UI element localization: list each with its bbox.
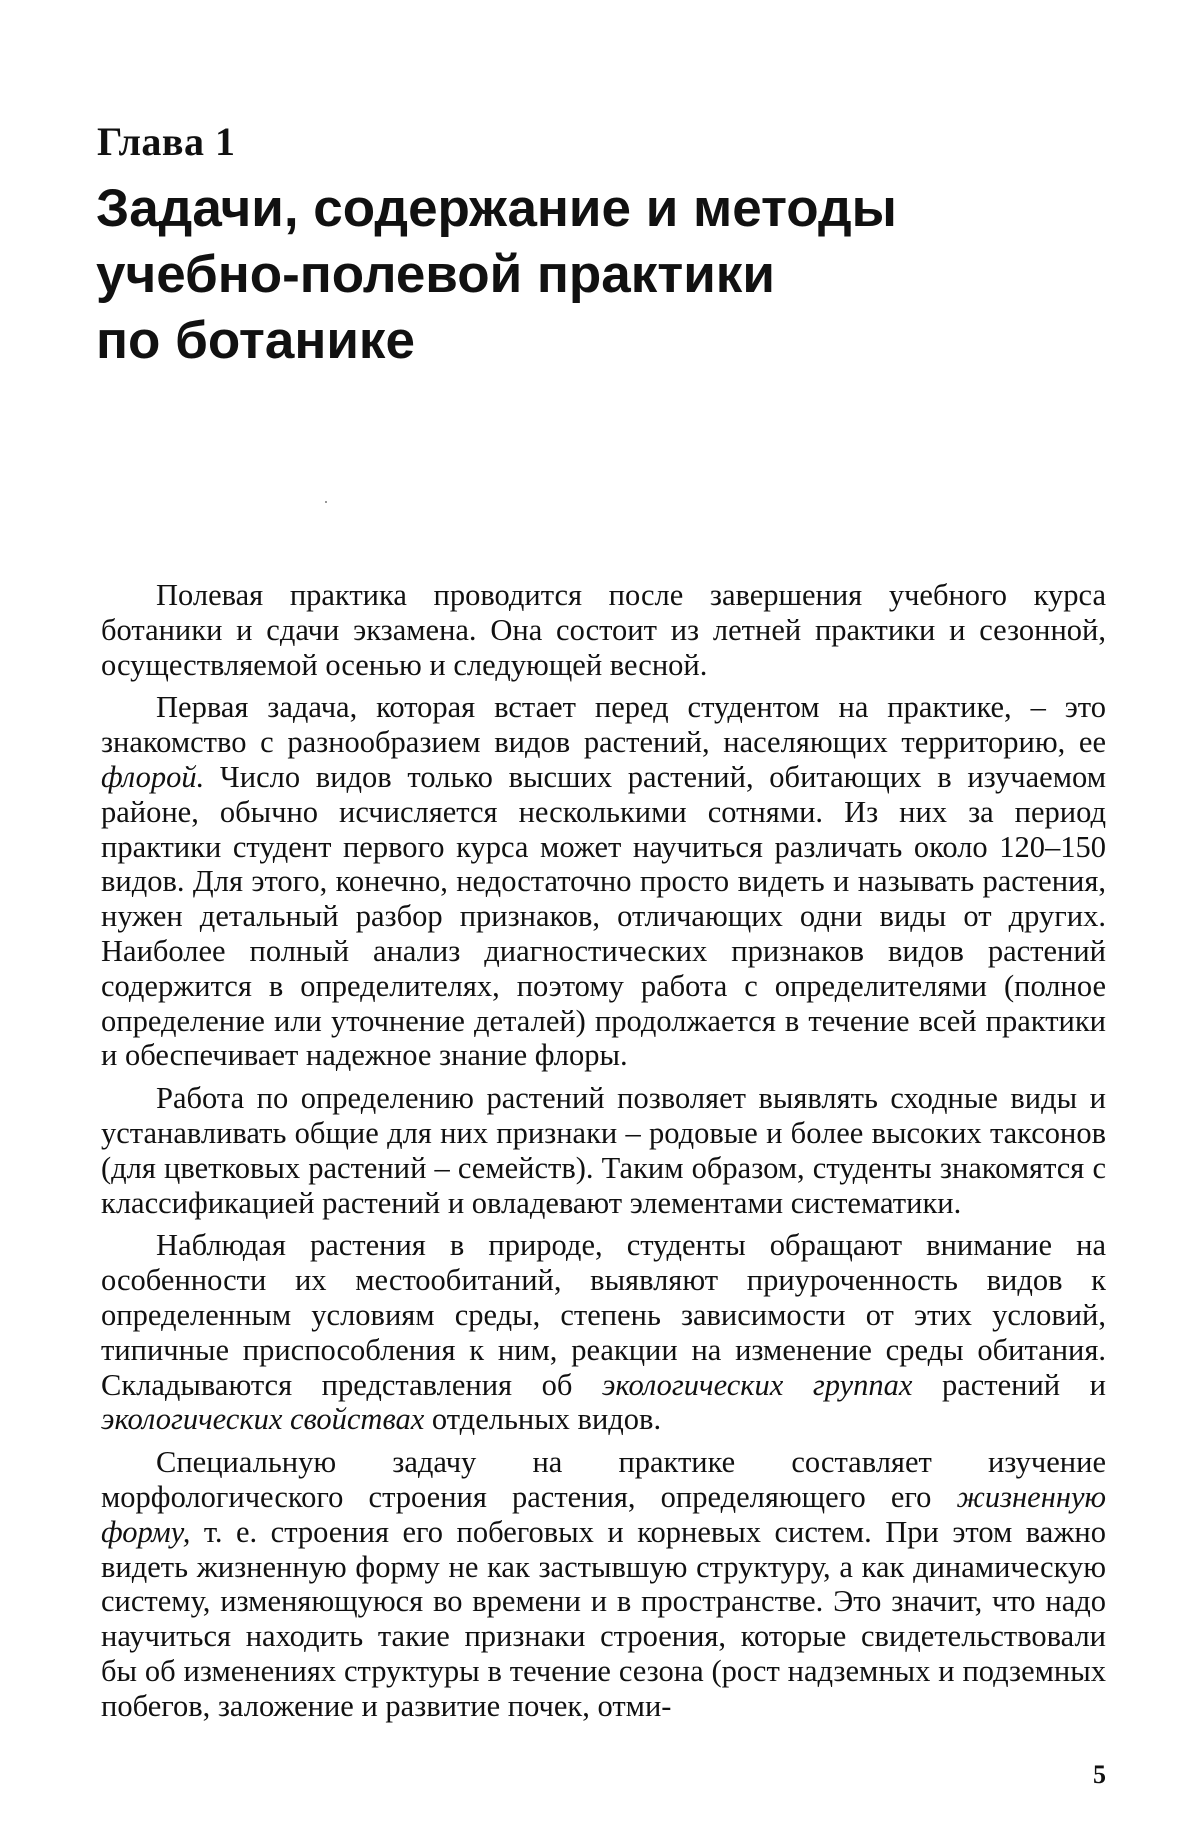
- text-run: Работа по определению растений позволяет выявлять сходные виды и устанавливать общие для них признаки – родовые и более высоких таксонов (для цветковых растений – семейств). Таким образом, студенты знакомятся с классификацией растений и овладевают элементами систематики.: [101, 1081, 1106, 1220]
- scan-speck: [325, 501, 327, 503]
- italic-term: флорой.: [101, 759, 205, 794]
- italic-term: экологических группах: [601, 1367, 913, 1402]
- italic-term: жизненную форму,: [101, 1479, 1106, 1549]
- text-run: отдельных видов.: [424, 1402, 662, 1437]
- text-run: Наблюдая растения в природе, студенты обращают внимание на особенности их местообитаний, выявляют приуроченность видов к определенным условиям среды, степень зависимости от этих условий, типичные приспособления к ним, реакции на изменение среды обитания. Складываются представления об: [101, 1228, 1106, 1402]
- body-paragraph: [101, 690, 1106, 1073]
- text-run: растений и: [912, 1367, 1106, 1402]
- page-number: 5: [1093, 1760, 1106, 1789]
- text-run: т. е. строения его побеговых и корневых систем. При этом важно видеть жизненную форму не как застывшую структуру, а как динамическую систему, изменяющуюся во времени и в пространстве. Это значит, что надо научиться находить такие признаки строения, которые свидетельствовали бы об изменениях структуры в течение сезона (рост надземных и подземных побегов, заложение и развитие почек, отми-: [101, 1514, 1106, 1723]
- body-paragraph: [101, 1081, 1106, 1220]
- chapter-label: Глава 1: [97, 119, 236, 164]
- body-paragraph: [101, 1445, 1106, 1723]
- chapter-title-line: учебно-полевой практики: [96, 245, 775, 304]
- italic-term: экологических свойствах: [101, 1402, 425, 1437]
- chapter-title-line: по ботанике: [96, 311, 415, 370]
- body-paragraph: [101, 1228, 1106, 1437]
- text-run: Полевая практика проводится после завершения учебного курса ботаники и сдачи экзамена. Она состоит из летней практики и сезонной, осуществляемой осенью и следующей весной.: [101, 578, 1106, 682]
- chapter-title: [96, 176, 1096, 374]
- text-run: Специальную задачу на практике составляет изучение морфологического строения растения, определяющего его: [101, 1445, 1106, 1514]
- body-text: [101, 578, 1106, 1724]
- chapter-title-line: Задачи, содержание и методы: [96, 179, 897, 238]
- text-run: Число видов только высших растений, обитающих в изучаемом районе, обычно исчисляется несколькими сотнями. Из них за период практики студент первого курса может научиться различать около 120–150 видов. Для этого, конечно, недостаточно просто видеть и называть растения, нужен детальный разбор признаков, отличающих одни виды от других. Наиболее полный анализ диагностических признаков видов растений содержится в определителях, поэтому работа с определителями (полное определение или уточнение деталей) продолжается в течение всей практики и обеспечивает надежное знание флоры.: [101, 759, 1106, 1073]
- text-run: Первая задача, которая встает перед студентом на практике, – это знакомство с разнообразием видов растений, населяющих территорию, ее: [101, 690, 1106, 760]
- body-paragraph: [101, 578, 1106, 682]
